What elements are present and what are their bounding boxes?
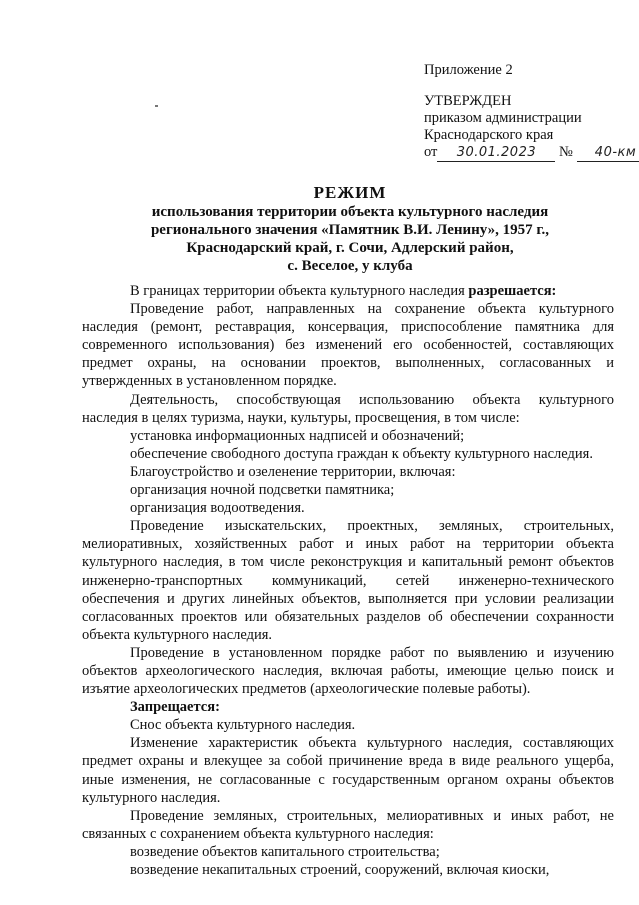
title-heading: РЕЖИМ <box>313 183 387 202</box>
from-prefix: от <box>424 144 438 160</box>
approval-line-1: приказом администрации <box>424 110 582 126</box>
paragraph-allowed-intro: В границах территории объекта культурного наследия разрешается: <box>130 283 557 299</box>
prohibited-label: Запрещается: <box>130 699 220 716</box>
paragraph: Проведение изыскательских, проектных, земляных, строительных, мелиоративных, хозяйственных работ и иных работ на территории объекта культурного наследия, в том числе реконструкция и капитальный ремонт объектов инженерно-транспортных коммуникаций, сетей инженерно-технического обеспечения и других линейных объектов, выполняется при условии реализации согласованных проектов или обязательных разделов об обеспечении сохранности объекта культурного наследия. <box>82 518 614 643</box>
document-title <box>70 183 630 275</box>
title-line-1: использования территории объекта культурного наследия <box>151 204 549 220</box>
paragraph: возведение некапитальных строений, сооружений, включая киоски, <box>130 862 550 878</box>
paragraph: Изменение характеристик объекта культурного наследия, составляющих предмет охраны и влекущее за собой причинение вреда в виде реального ущерба, иные изменения, не согласованные с государственным органом охраны объектов культурного наследия. <box>82 735 614 806</box>
paragraph: Благоустройство и озеленение территории, включая: <box>130 463 456 480</box>
approved-label: УТВЕРЖДЕН <box>424 93 512 109</box>
appendix-label: Приложение 2 <box>424 62 513 78</box>
paragraph: установка информационных надписей и обозначений; <box>130 427 465 444</box>
paragraph: организация водоотведения. <box>130 500 305 517</box>
paragraph: Снос объекта культурного наследия. <box>130 717 356 734</box>
handwritten-date: 30.01.2023 <box>437 144 555 162</box>
paragraph: Проведение работ, направленных на сохранение объекта культурного наследия (ремонт, реставрация, консервация, приспособление памятника для современного использования) без изменений его особенностей, составляющих предмет охраны, на основании проектов, выполненных, согласованных и утвержденных в установленном порядке. <box>82 301 614 390</box>
approval-block <box>424 62 637 162</box>
paragraph: Проведение земляных, строительных, мелиоративных и иных работ, не связанных с сохранением объекта культурного наследия: <box>82 807 614 842</box>
paragraph: обеспечение свободного доступа граждан к объекту культурного наследия. <box>130 445 593 462</box>
title-line-3: Краснодарский край, г. Сочи, Адлерский район, <box>186 240 514 256</box>
paragraph: организация ночной подсветки памятника; <box>130 482 395 499</box>
paragraph: возведение объектов капитального строительства; <box>130 843 440 860</box>
approval-date-number-line <box>424 144 637 162</box>
title-line-2: регионального значения «Памятник В.И. Ленину», 1957 г., <box>150 222 550 238</box>
scan-speck <box>155 105 158 107</box>
document-body <box>82 282 614 879</box>
approval-line-2: Краснодарского края <box>424 127 554 143</box>
number-sign: № <box>559 144 573 160</box>
allowed-label: разрешается: <box>468 283 557 299</box>
paragraph: Проведение в установленном порядке работ по выявлению и изучению объектов археологического наследия, включая работы, имеющие целью поиск и изъятие археологических предметов (археологические полевые работы). <box>82 644 614 698</box>
paragraph: Деятельность, способствующая использованию объекта культурного наследия в целях туризма, науки, культуры, просвещения, в том числе: <box>82 391 614 426</box>
handwritten-number: 40-км <box>577 144 639 162</box>
title-line-4: с. Веселое, у клуба <box>287 258 413 274</box>
paragraph-prohibited-intro <box>82 698 614 716</box>
